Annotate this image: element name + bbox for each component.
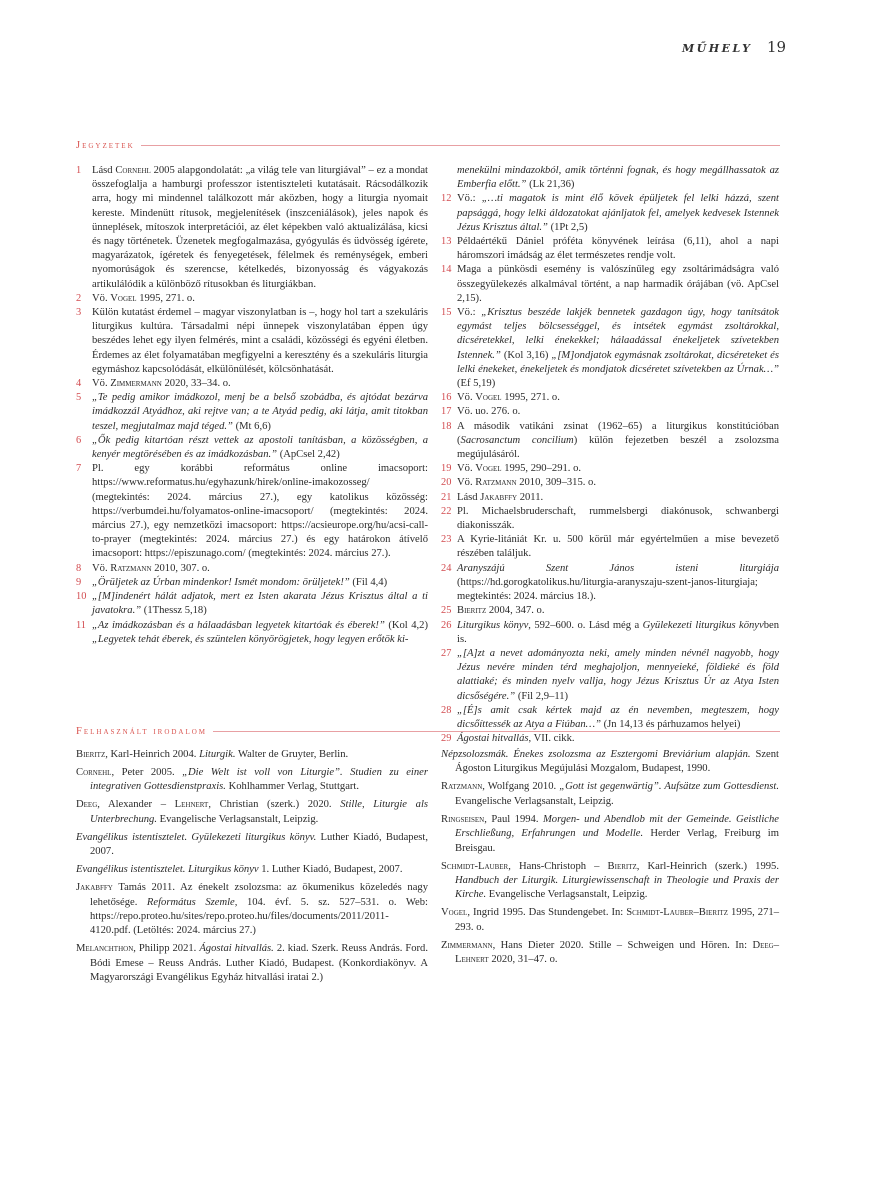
footnote-text: Vö. Zimmermann 2020, 33–34. o.	[92, 378, 231, 390]
footnote-number: 14	[441, 264, 452, 276]
footnote-text: Aranyszájú Szent János isteni liturgiája (https://hd.gorogkatolikus.hu/liturgia-aranyszaju-szent-janos-liturgiaja; megtekintés: 2024. március 18.).	[457, 562, 779, 603]
footnote	[76, 590, 428, 618]
footnote-text: Vö. Ratzmann 2010, 309–315. o.	[457, 477, 596, 489]
heading-rule	[213, 731, 780, 732]
running-head: MŰHELY	[682, 42, 753, 55]
footnote	[76, 434, 428, 462]
footnote	[76, 292, 428, 306]
footnote-text: Vö. Vogel 1995, 271. o.	[92, 292, 195, 304]
page-number: 19	[767, 38, 787, 56]
footnote-text: Bieritz 2004, 347. o.	[457, 605, 545, 617]
notes-section-heading	[76, 138, 780, 152]
reference-entry: Népzsolozsmák. Énekes zsolozsma az Esztergomi Breviárium alapján. Szent Ágoston Liturgikus Megújulási Mozgalom, Budapest, 1990.	[441, 749, 779, 775]
notes-left-column	[76, 164, 428, 647]
footnote-number: 23	[441, 534, 452, 546]
reference-entry: Deeg, Alexander – Lehnert, Christian (szerk.) 2020. Stille, Liturgie als Unterbrechung. Evangelische Verlagsanstalt, Leipzig.	[76, 799, 429, 825]
footnote-number: 7	[76, 463, 82, 475]
footnote-number: 5	[76, 392, 82, 404]
footnote	[441, 619, 779, 647]
footnote-number: 3	[76, 307, 82, 319]
footnote-number: 29	[441, 733, 452, 745]
footnote	[441, 562, 779, 605]
footnote	[441, 235, 779, 263]
footnote-text: Vö. Vogel 1995, 290–291. o.	[457, 463, 582, 475]
heading-rule	[141, 145, 780, 146]
footnote-text: Lásd Jakabffy 2011.	[457, 491, 544, 503]
footnote-number: 18	[441, 420, 452, 432]
footnote-text: Példaértékű Dániel próféta könyvének leírása (6,11), ahol a napi háromszori imádság az élet természetes rendje volt.	[457, 236, 779, 262]
reference-entry: Zimmermann, Hans Dieter 2020. Stille – Schweigen und Hören. In: Deeg–Lehnert 2020, 31–47. o.	[441, 939, 779, 966]
reference-entry: Cornehl, Peter 2005. „Die Welt ist voll von Liturgie”. Studien zu einer integrativen Gottesdienstpraxis. Kohlhammer Verlag, Stuttgart.	[76, 767, 428, 793]
footnote-text: Maga a pünkösdi esemény is valószínűleg egy zsoltárimádságra való összegyülekezés alkalmával történt, a nap harmadik órájában (vö. ApCsel 2,15).	[457, 264, 779, 304]
footnote-number: 28	[441, 704, 452, 716]
footnote	[76, 164, 428, 292]
footnote-number: 2	[76, 292, 82, 304]
footnote	[441, 647, 779, 704]
reference-entry: Ratzmann, Wolfgang 2010. „Gott ist gegenwärtig”. Aufsätze zum Gottesdienst. Evangelische Verlagsanstalt, Leipzig.	[441, 781, 779, 807]
footnote-text: Külön kutatást érdemel – magyar viszonylatban is –, hogy hol tart a szekuláris liturgikus kultúra. Társadalmi népi ünnepek viszonylatában éppen úgy beszédes lehet egy ilyen felmérés, mint a családi, közösségi és egyéni életben. Érdemes az élet folyamatában megfigyelni a keresztény és a szekuláris liturgia egymáshoz kapcsolódását, elkülönülését, kölcsönhatását.	[92, 307, 428, 375]
footnote	[76, 377, 428, 391]
reference-entry: Bieritz, Karl-Heinrich 2004. Liturgik. Walter de Gruyter, Berlin.	[76, 749, 349, 760]
footnote-text: A Kyrie-litániát Kr. u. 500 körül már egyértelműen a mise bevezető részében találjuk.	[457, 534, 779, 560]
footnote-number: 25	[441, 605, 452, 617]
footnote-number: 26	[441, 619, 452, 631]
footnote-number: 21	[441, 491, 452, 503]
footnote	[76, 462, 428, 561]
reference-entry: Evangélikus istentisztelet. Gyülekezeti liturgikus könyv. Luther Kiadó, Budapest, 2007.	[76, 831, 428, 858]
footnote-text: Vö. Ratzmann 2010, 307. o.	[92, 562, 210, 574]
footnote	[441, 505, 779, 533]
references-right-column	[441, 748, 779, 971]
footnote-number: 16	[441, 392, 452, 404]
footnote-number: 1	[76, 165, 82, 176]
footnote	[441, 420, 779, 463]
footnote-number: 22	[441, 505, 452, 517]
footnote-number: 15	[441, 307, 452, 319]
reference-entry: Jakabffy Tamás 2011. Az énekelt zsolozsma: az ökumenikus közeledés nagy lehetősége. Református Szemle, 104. évf. 5. sz. 527–531. o. Web: https://repo.proteo.hu/sites/repo.proteo.hu/files/documents/2011/2011-4120.pdf. (Letöltés: 2024. március 27.)	[76, 882, 428, 937]
footnote-text: Liturgikus könyv, 592–600. o. Lásd még a Gyülekezeti liturgikus könyvben is.	[457, 619, 780, 645]
footnote-text: A második vatikáni zsinat (1962–65) a liturgikus konstitúcióban (Sacrosanctum concilium) külön fejezetben beszél a zsolozsma megújulásáról.	[457, 420, 779, 461]
footnote	[441, 476, 779, 490]
footnote-text: „Te pedig amikor imádkozol, menj be a belső szobádba, és ajtódat bezárva imádkozzál Atyádhoz, aki rejtve van; a te Atyád pedig, aki látja, amit titokban teszel, megjutalmaz majd téged.” (Mt 6,6)	[92, 392, 428, 432]
reference-entry: Schmidt-Lauber, Hans-Christoph – Bieritz, Karl-Heinrich (szerk.) 1995. Handbuch der Liturgik. Liturgiewissenschaft in Theologie und Praxis der Kirche. Evangelische Verlagsanstalt, Leipzig.	[441, 860, 780, 901]
footnote-text: Pl. Michaelsbruderschaft, rummelsbergi diakónusok, schwanbergi diakonisszák.	[457, 505, 779, 532]
footnote-text: „[É]s amit csak kértek majd az én nevemben, megteszem, hogy dicsőíttessék az Atya a Fiúban…” (Jn 14,13 és párhuzamos helyei)	[457, 704, 779, 730]
footnote-number: 10	[76, 591, 87, 603]
footnote	[441, 533, 779, 561]
footnote-text: „Ők pedig kitartóan részt vettek az apostoli tanításban, a közösségben, a kenyér megtörésében és az imádkozásban.” (ApCsel 2,42)	[92, 434, 428, 461]
footnote	[76, 391, 428, 434]
footnote	[76, 576, 428, 590]
footnote	[441, 491, 779, 505]
footnote-text: „Az imádkozásban és a hálaadásban legyetek kitartóak és éberek!” (Kol 4,2) „Legyetek tehát éberek, és szüntelen könyörögjetek, hogy legyen erőtök ki-	[92, 619, 428, 645]
footnote-number: 8	[76, 562, 82, 574]
footnote-number: 27	[441, 647, 452, 659]
footnote-number: 9	[76, 576, 82, 588]
footnote-number: 12	[441, 193, 452, 205]
footnote	[441, 604, 779, 618]
references-title: Felhasznált irodalom	[76, 725, 208, 737]
footnote-number: 24	[441, 562, 452, 574]
footnote	[441, 391, 779, 405]
references-left-column	[76, 748, 428, 989]
footnote	[441, 164, 779, 192]
footnote-number: 11	[76, 619, 87, 631]
footnote-text: Lásd Cornehl 2005 alapgondolatát: „a világ tele van liturgiával” – ez a mondat összefoglalja a hamburgi professzor istentiszteleti kutatásait. Rácsodálkozik arra, hogy mi mindennel találkozott már aközben, hogy a liturgia nyomait kereste. Mindenütt rítusok, megjelenítések (inszceniálások), jeles napok és ünneplések, mítoszok interpretációi, az élet képekben való aktualizálása, kicsi és nagy történetek. Üzenetek megfogalmazása, gyógyulás és üdvösség ígérete, magyarázatok, ígéretek és fenyegetések, félelmek és reménységek, emberi nyomorúságok és szerencse, kételkedés, bizonyosság és vágyakozás artikulálódik a különböző rítusokban és liturgiákban.	[92, 165, 428, 290]
footnote-number: 17	[441, 406, 452, 418]
footnote	[76, 306, 428, 377]
footnote	[76, 562, 428, 576]
reference-entry: Ringseisen, Paul 1994. Morgen- und Abendlob mit der Gemeinde. Geistliche Erschließung, Erfahrungen und Modelle. Herder Verlag, Freiburg im Breisgau.	[441, 813, 779, 854]
footnote-number: 4	[76, 378, 82, 390]
reference-entry: Vogel, Ingrid 1995. Das Stundengebet. In: Schmidt-Lauber–Bieritz 1995, 271–293. o.	[441, 907, 779, 933]
reference-entry: Melanchthon, Philipp 2021. Ágostai hitvallás. 2. kiad. Szerk. Reuss András. Ford. Bódi Emese – Reuss András. Luther Kiadó, Budapest. (Konkordiakönyv. A Magyarországi Evangélikus Egyház hitvallási iratai 2.)	[76, 943, 429, 984]
footnote-text: menekülni mindazokból, amik történni fognak, és hogy megállhassatok az Emberfia előtt.” (Lk 21,36)	[457, 165, 779, 191]
footnote	[441, 263, 779, 306]
footnote-text: Vö.: „…ti magatok is mint élő kövek épüljetek fel lelki házzá, szent papsággá, hogy lelki áldozatokat ajánljatok fel, amelyek kedvesek Istennek Jézus Krisztus által.” (1Pt 2,5)	[457, 193, 779, 233]
references-section-heading	[76, 724, 780, 738]
footnote-text: Ágostai hitvallás, VII. cikk.	[457, 733, 575, 745]
footnote-text: Vö.: „Krisztus beszéde lakjék bennetek gazdagon úgy, hogy tanítsátok egymást teljes bölcsességgel, és intsétek egymást zsoltárokkal, dicséretekkel, lelki énekekkel; hálaadással énekeljetek szívetekben Istennek.” (Kol 3,16) „[M]ondjatok egymásnak zsoltárokat, dicséreteket és lelki énekeket, énekeljetek és mondjatok dicséretet szívetekben az Úrnak…” (Ef 5,19)	[457, 307, 779, 390]
reference-entry: Evangélikus istentisztelet. Liturgikus könyv 1. Luther Kiadó, Budapest, 2007.	[76, 864, 403, 876]
footnote-text: „Örüljetek az Úrban mindenkor! Ismét mondom: örüljetek!” (Fil 4,4)	[92, 576, 388, 588]
footnote-text: Vö. uo. 276. o.	[457, 406, 521, 418]
footnote	[441, 306, 779, 391]
footnote	[441, 462, 779, 476]
footnote-number: 6	[76, 434, 82, 446]
footnote	[441, 192, 779, 235]
footnote	[441, 405, 779, 419]
footnote-number: 19	[441, 463, 452, 475]
footnote-text: „[M]indenért hálát adjatok, mert ez Isten akarata Jézus Krisztus által a ti javatokra.” (1Thessz 5,18)	[92, 591, 428, 617]
footnote-text: „[A]zt a nevet adományozta neki, amely minden névnél nagyobb, hogy Jézus nevére minden térd meghajoljon, mennyeieké, földieké és föld alattiaké; és minden nyelv vallja, hogy Jézus Krisztus Úr az Atya Isten dicsőségére.” (Fil 2,9–11)	[457, 647, 779, 702]
footnote-number: 13	[441, 236, 452, 248]
footnote-text: Pl. egy korábbi református online imacsoport: https://www.reformatus.hu/egyhazunk/hirek/online-imakozosseg/ (megtekintés: 2024. március 27.), egy katolikus közösség: https://verbumdei.hu/folyamatos-online-imacsoport/ (megtekintés: 2024. március 27.), egy nemzetközi imacsoport: https://acsieurope.org/hu/acsi-call-to-prayer (megtekintés: 2024. március 27.) és egy határokon átívelő imacsoport: https://episzunago.com/ (megtekintés: 2024. március 27.).	[92, 463, 428, 560]
footnote-text: Vö. Vogel 1995, 271. o.	[457, 392, 560, 404]
notes-title: Jegyzetek	[76, 139, 135, 151]
notes-right-column	[441, 164, 779, 746]
footnote-number: 20	[441, 477, 452, 489]
footnote	[76, 619, 428, 647]
